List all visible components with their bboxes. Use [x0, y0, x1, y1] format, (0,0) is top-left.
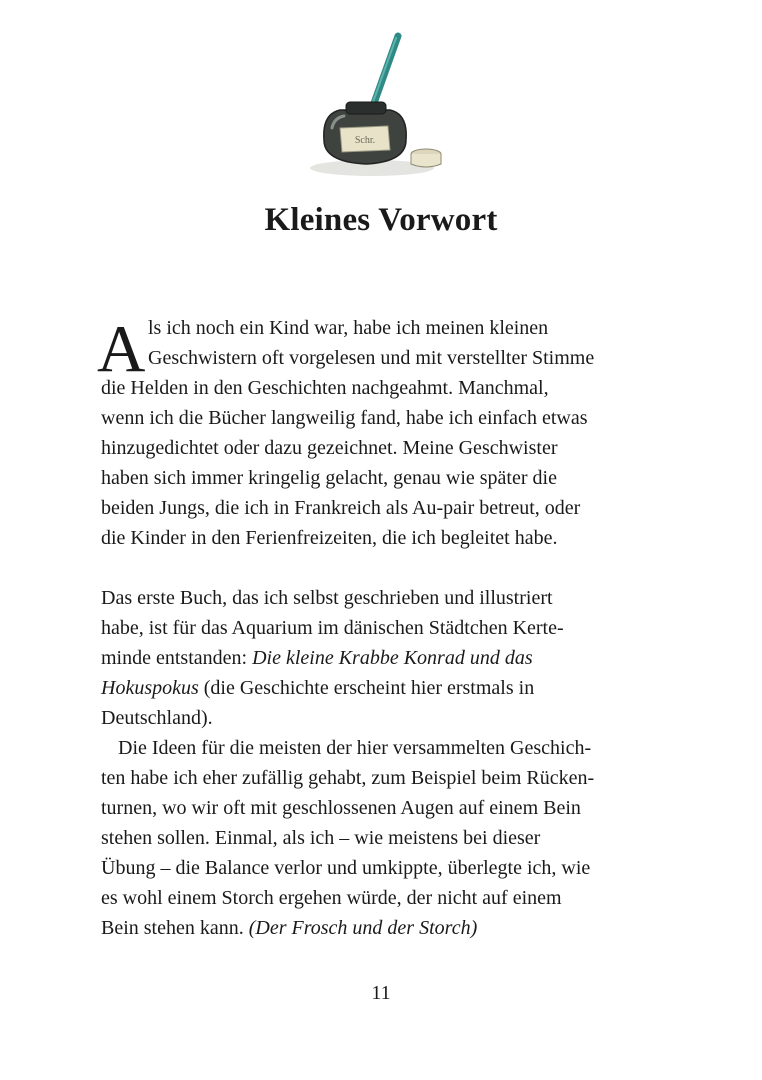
- paragraph-gap: [101, 553, 661, 583]
- text-run: (die Geschichte erscheint hier erstmals in: [198, 677, 535, 699]
- text-line: wenn ich die Bücher langweilig fand, habe ich einfach etwas: [101, 407, 588, 429]
- body-text: [97, 312, 661, 943]
- text-line: Die Ideen für die meisten der hier versammelten Geschich-: [118, 737, 592, 759]
- text-line: Deutschland).: [101, 707, 213, 729]
- text-line: beiden Jungs, die ich in Frankreich als Au-pair betreut, oder: [101, 497, 581, 519]
- text-line: [101, 643, 661, 673]
- text-line: es wohl einem Storch ergehen würde, der nicht auf einem: [101, 887, 562, 909]
- drop-cap-letter: A: [97, 312, 146, 386]
- inkwell-with-pen-icon: [300, 28, 460, 188]
- text-line: Geschwistern oft vorgelesen und mit verstellter Stimme: [148, 347, 595, 369]
- story-title-italic: (Der Frosch und der Storch): [248, 917, 478, 939]
- text-line: Das erste Buch, das ich selbst geschrieben und illustriert: [101, 587, 553, 609]
- text-line: ls ich noch ein Kind war, habe ich meinen kleinen: [148, 317, 549, 339]
- text-line: stehen sollen. Einmal, als ich – wie meistens bei dieser: [101, 827, 541, 849]
- text-line: [101, 673, 661, 703]
- text-line: haben sich immer kringelig gelacht, genau wie später die: [101, 467, 557, 489]
- text-line: Übung – die Balance verlor und umkippte, überlegte ich, wie: [101, 857, 591, 879]
- chapter-title: Kleines Vorwort: [264, 202, 498, 238]
- text-line: die Kinder in den Ferienfreizeiten, die ich begleitet habe.: [101, 527, 558, 549]
- book-title-italic: Die kleine Krabbe Konrad und das: [252, 647, 533, 669]
- book-title-italic: Hokuspokus: [101, 677, 199, 699]
- page-number: 11: [371, 982, 391, 1004]
- text-run: Bein stehen kann.: [101, 917, 249, 939]
- text-line: [101, 913, 661, 943]
- text-line: ten habe ich eher zufällig gehabt, zum Beispiel beim Rücken-: [101, 767, 595, 789]
- text-line: die Helden in den Geschichten nachgeahmt. Manchmal,: [101, 377, 549, 399]
- text-run: minde entstanden:: [101, 647, 253, 669]
- text-line: habe, ist für das Aquarium im dänischen Städtchen Kerte-: [101, 617, 564, 639]
- text-line: hinzugedichtet oder dazu gezeichnet. Meine Geschwister: [101, 437, 558, 459]
- inkwell-label: Schr.: [354, 135, 376, 146]
- text-line: turnen, wo wir oft mit geschlossenen Augen auf einem Bein: [101, 797, 581, 819]
